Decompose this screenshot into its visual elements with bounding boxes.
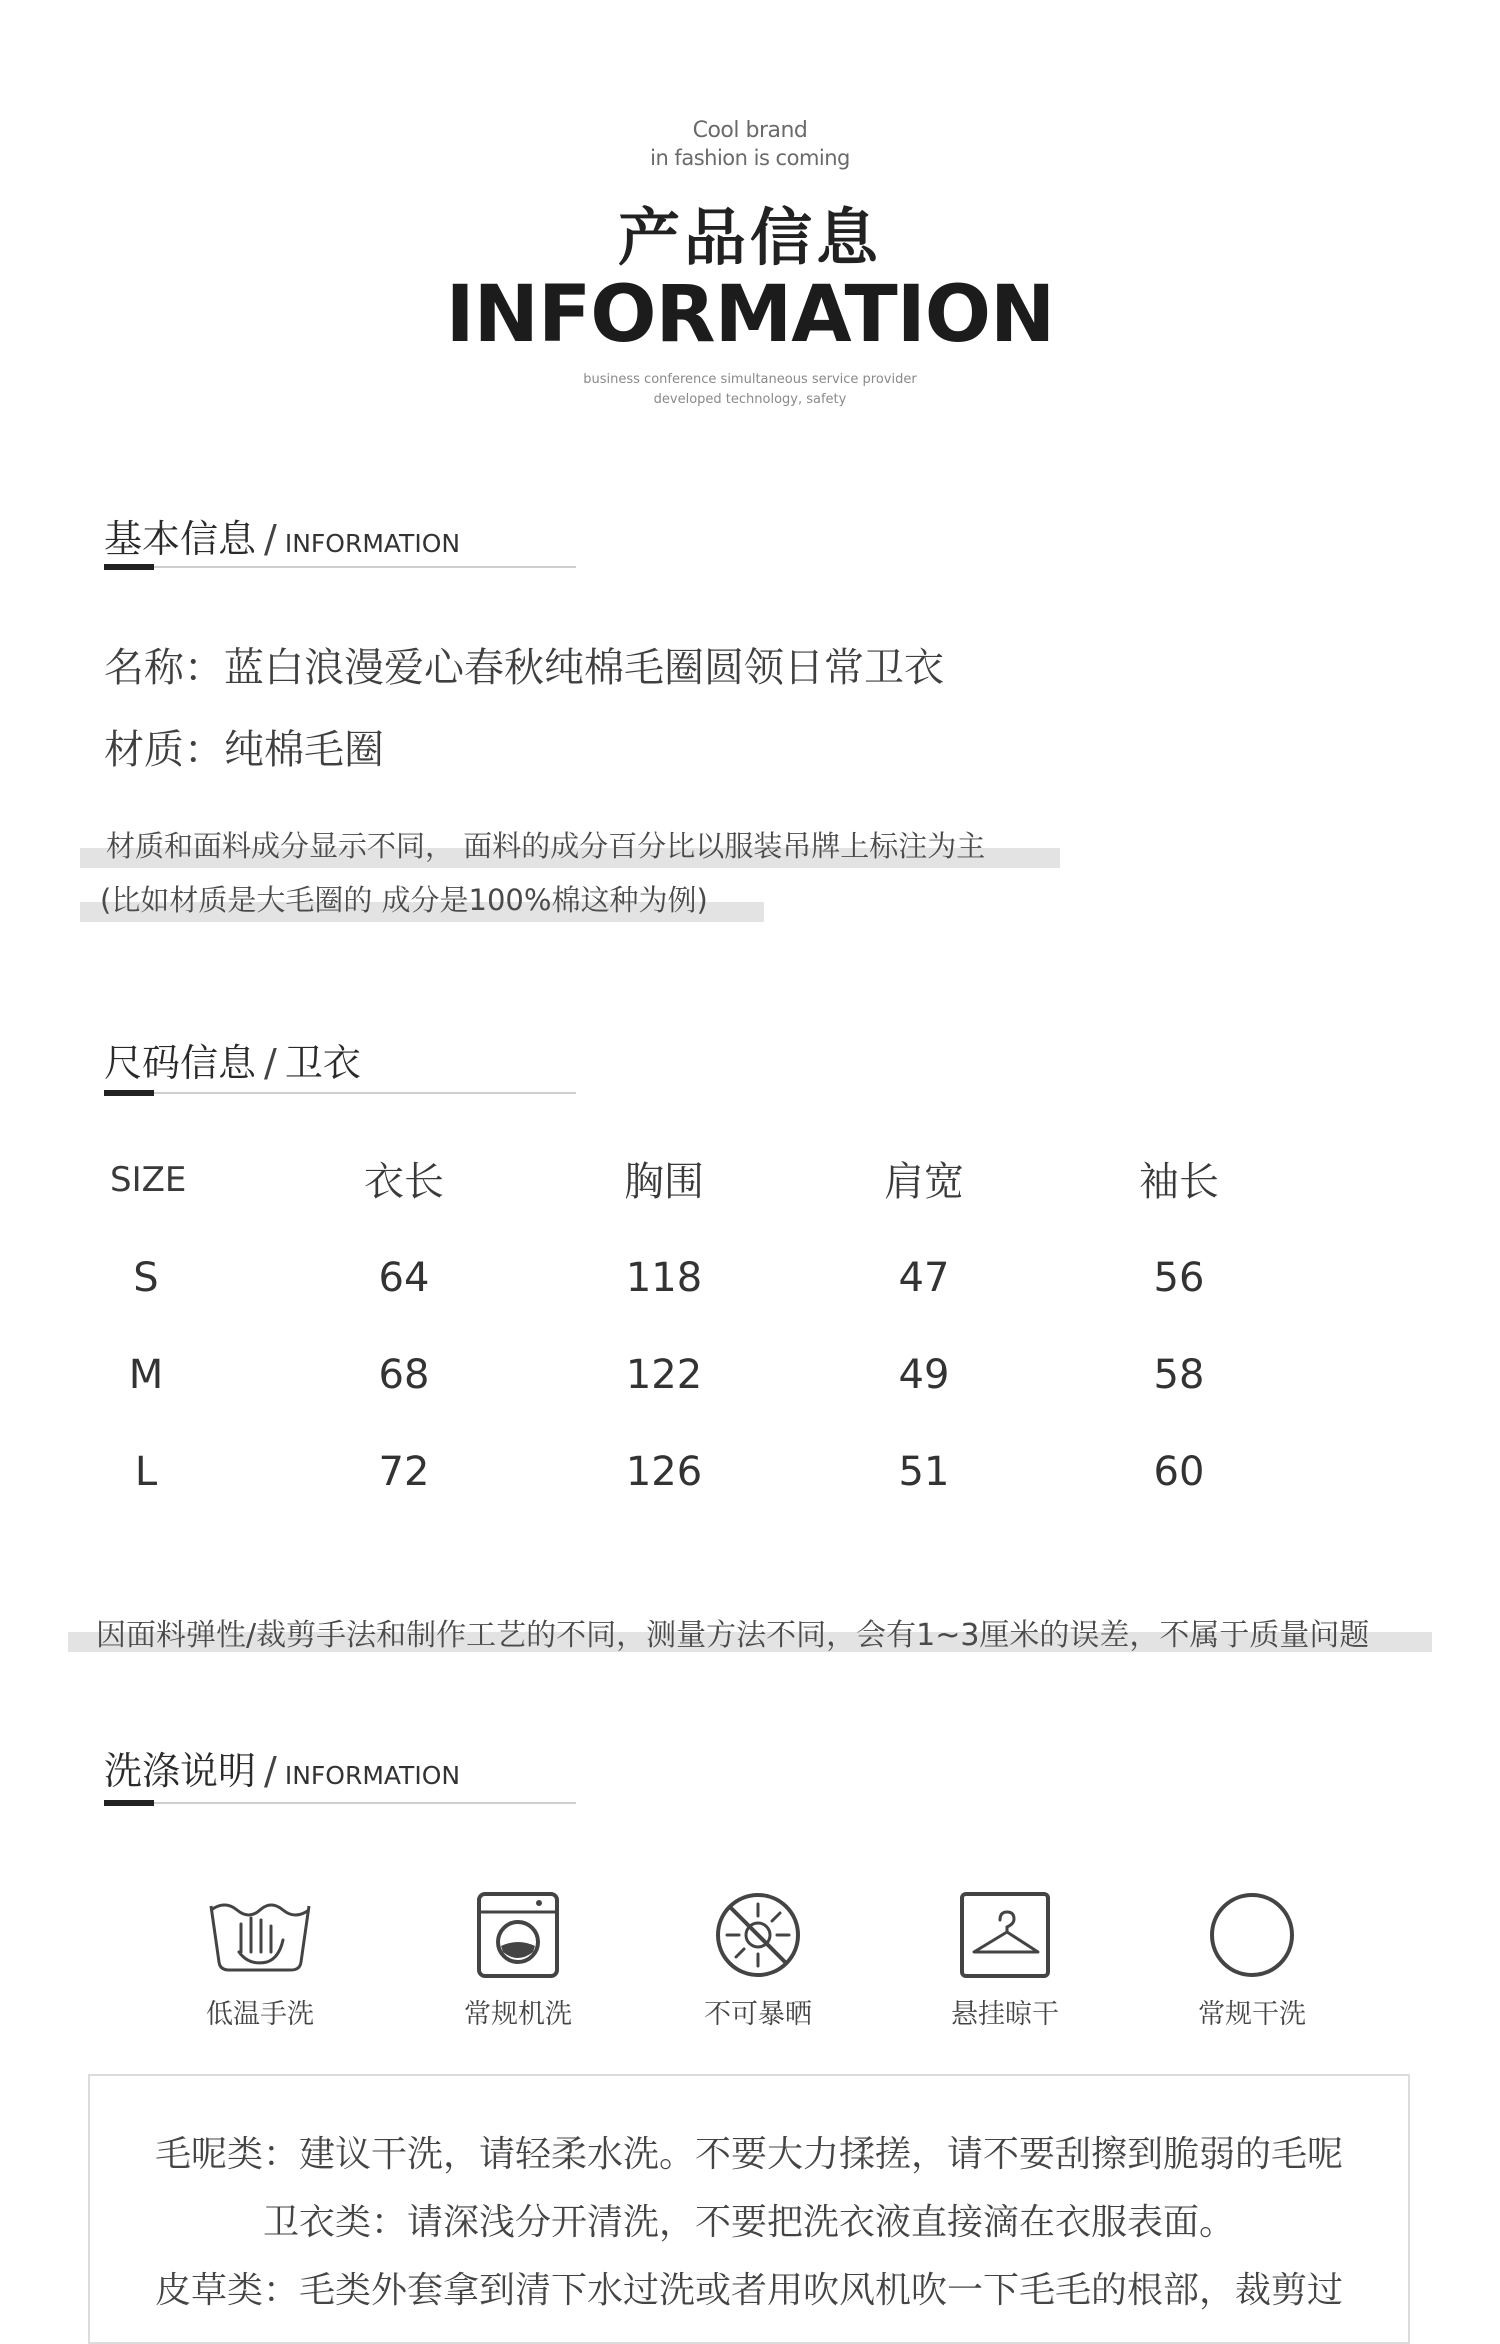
heading-slash: / <box>264 517 277 561</box>
product-name: 名称：蓝白浪漫爱心春秋纯棉毛圈圆领日常卫衣 <box>104 645 944 691</box>
column-header-shoulder: 肩宽 <box>884 1159 964 1205</box>
size-note: 因面料弹性/裁剪手法和制作工艺的不同，测量方法不同，会有1~3厘米的误差，不属于质量问题 <box>96 1618 1370 1653</box>
care-label: 悬挂晾干 <box>951 1999 1059 2030</box>
table-row <box>104 1449 1304 1546</box>
care-item-no-sun <box>688 1890 828 2031</box>
column-header-sleeve: 袖长 <box>1139 1159 1219 1205</box>
care-label: 低温手洗 <box>206 1999 314 2030</box>
sleeve-cell: 56 <box>1153 1255 1205 1301</box>
column-header-size: SIZE <box>110 1160 187 1200</box>
care-line-sweatshirt: 卫衣类：请深浅分开清洗，不要把洗衣液直接滴在衣服表面。 <box>262 2202 1235 2243</box>
size-cell: L <box>134 1449 158 1495</box>
size-info-accent <box>104 1090 154 1096</box>
size-info-heading <box>104 1032 361 1087</box>
tagline-1: business conference simultaneous service provider <box>583 372 917 387</box>
basic-info-accent <box>104 564 154 570</box>
length-cell: 68 <box>378 1352 430 1398</box>
hand-wash-icon <box>205 1890 315 1980</box>
shoulder-cell: 51 <box>898 1449 950 1495</box>
chest-cell: 122 <box>625 1352 703 1398</box>
size-table-header <box>104 1150 1304 1247</box>
sleeve-cell: 60 <box>1153 1449 1205 1495</box>
chest-cell: 118 <box>625 1255 703 1301</box>
size-cell: M <box>128 1352 164 1398</box>
no-sun-icon <box>703 1890 813 1980</box>
care-label: 不可暴晒 <box>704 1999 812 2030</box>
dry-clean-icon <box>1197 1890 1307 1980</box>
tagline-2: developed technology, safety <box>653 392 847 407</box>
chest-cell: 126 <box>625 1449 703 1495</box>
product-material: 材质：纯棉毛圈 <box>104 727 384 773</box>
heading-slash: / <box>264 1041 277 1085</box>
wash-info-rule <box>104 1802 576 1804</box>
basic-info-heading <box>104 508 460 563</box>
material-note-2: (比如材质是大毛圈的 成分是100%棉这种为例) <box>100 883 708 917</box>
shoulder-cell: 47 <box>898 1255 950 1301</box>
machine-wash-icon <box>463 1890 573 1980</box>
care-line-wool: 毛呢类：建议干洗，请轻柔水洗。不要大力揉搓，请不要刮擦到脆弱的毛呢 <box>154 2134 1343 2175</box>
care-label: 常规干洗 <box>1198 1999 1306 2030</box>
wash-info-heading <box>104 1740 460 1795</box>
size-info-heading-sub: 卫衣 <box>284 1041 361 1085</box>
page-title-en: INFORMATION <box>445 270 1055 360</box>
heading-slash: / <box>264 1749 277 1793</box>
material-note-1: 材质和面料成分显示不同， 面料的成分百分比以服装吊牌上标注为主 <box>106 829 986 863</box>
wash-info-heading-en: INFORMATION <box>284 1761 461 1790</box>
length-cell: 72 <box>378 1449 430 1495</box>
table-row <box>104 1352 1304 1449</box>
page-title-cn: 产品信息 <box>617 201 882 274</box>
wash-info-accent <box>104 1800 154 1806</box>
size-table <box>104 1150 1304 1546</box>
care-line-fur: 皮草类：毛类外套拿到清下水过洗或者用吹风机吹一下毛毛的根部，裁剪过 <box>154 2270 1343 2311</box>
size-cell: S <box>133 1255 159 1301</box>
shoulder-cell: 49 <box>898 1352 950 1398</box>
column-header-chest: 胸围 <box>624 1159 704 1205</box>
size-info-heading-cn: 尺码信息 <box>104 1041 257 1085</box>
care-label: 常规机洗 <box>464 1999 572 2030</box>
care-item-hang-dry <box>935 1890 1075 2031</box>
basic-info-heading-cn: 基本信息 <box>104 517 257 561</box>
brand-line-2: in fashion is coming <box>650 146 850 170</box>
wash-info-heading-cn: 洗涤说明 <box>104 1749 257 1793</box>
length-cell: 64 <box>378 1255 430 1301</box>
basic-info-heading-en: INFORMATION <box>284 529 461 558</box>
column-header-length: 衣长 <box>364 1159 444 1205</box>
sleeve-cell: 58 <box>1153 1352 1205 1398</box>
care-item-machine-wash <box>448 1890 588 2031</box>
hang-dry-icon <box>950 1890 1060 1980</box>
brand-line-1: Cool brand <box>692 118 808 143</box>
size-info-rule <box>104 1092 576 1094</box>
care-item-hand-wash <box>190 1890 330 2031</box>
table-row <box>104 1255 1304 1352</box>
care-item-dry-clean <box>1182 1890 1322 2031</box>
basic-info-rule <box>104 566 576 568</box>
